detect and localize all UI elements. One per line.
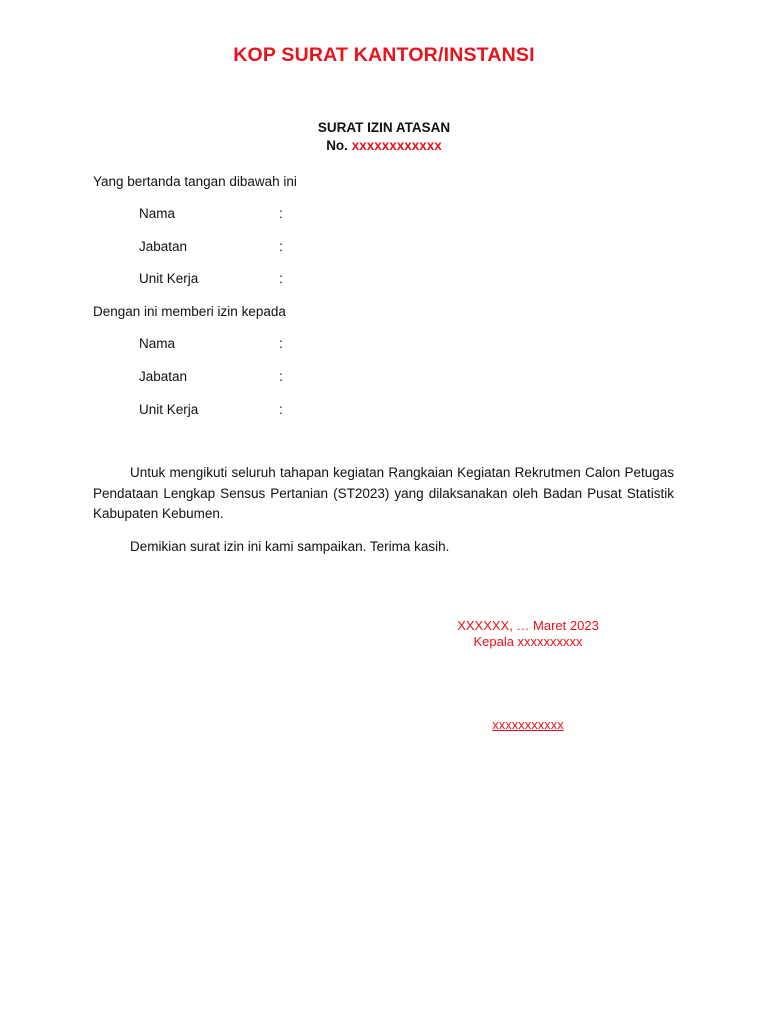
recipient-intro: Dengan ini memberi izin kepada	[93, 304, 286, 319]
signer-field-colon-nama: :	[279, 206, 283, 221]
recipient-field-colon-unit-kerja: :	[279, 402, 283, 417]
body-paragraph-purpose: Untuk mengikuti seluruh tahapan kegiatan Rangkaian Kegiatan Rekrutmen Calon Petugas Pendataan Lengkap Sensus Pertanian (ST2023) yang dilaksanakan oleh Badan Pusat Statistik Kabupaten Kebumen.	[93, 465, 674, 522]
recipient-field-label-unit-kerja: Unit Kerja	[139, 402, 199, 417]
signer-field-colon-jabatan: :	[279, 239, 283, 254]
recipient-field-colon-jabatan: :	[279, 369, 283, 384]
signer-intro: Yang bertanda tangan dibawah ini	[93, 174, 297, 189]
signer-field-label-unit-kerja: Unit Kerja	[139, 271, 199, 286]
recipient-field-label-jabatan: Jabatan	[139, 369, 188, 384]
document-title: SURAT IZIN ATASAN	[317, 120, 451, 135]
document-number-value: xxxxxxxxxxxx	[351, 138, 442, 153]
recipient-field-colon-nama: :	[279, 336, 283, 351]
signature-name: xxxxxxxxxxx	[492, 717, 564, 732]
document-number-label: No.	[326, 138, 348, 153]
signer-field-label-nama: Nama	[139, 206, 176, 221]
letterhead-title: KOP SURAT KANTOR/INSTANSI	[233, 44, 535, 66]
signature-position: Kepala xxxxxxxxxx	[473, 634, 583, 649]
signer-field-label-jabatan: Jabatan	[139, 239, 188, 254]
recipient-field-label-nama: Nama	[139, 336, 176, 351]
signature-place-date: XXXXXX, … Maret 2023	[457, 618, 599, 633]
document-number	[0, 138, 768, 153]
body-paragraph-closing: Demikian surat izin ini kami sampaikan. Terima kasih.	[130, 539, 450, 554]
signer-field-colon-unit-kerja: :	[279, 271, 283, 286]
